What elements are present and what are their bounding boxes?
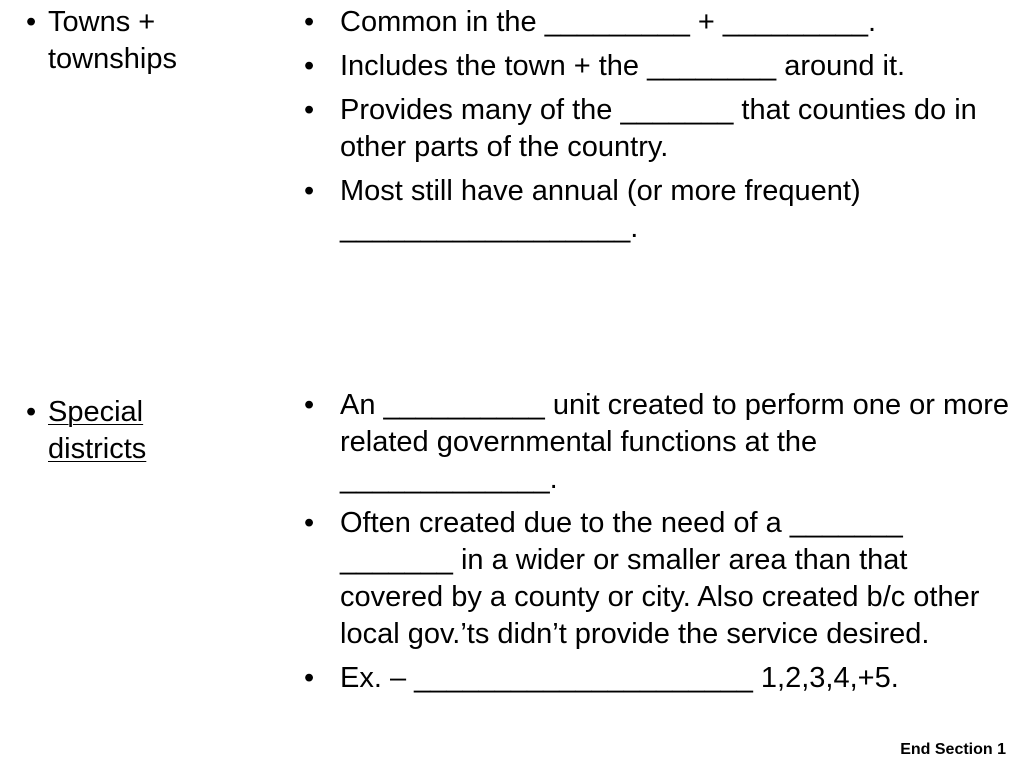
bullet-item: • Includes the town + the ________ around it. [300,48,1015,85]
term-special-districts [28,394,248,468]
bullet-item: • Often created due to the need of a _______ _______ in a wider or smaller area than that covered by a county or city. Also created b/c other local gov.’ts didn’t provide the service desired. [300,505,1015,653]
bullet-item: • An __________ unit created to perform one or more related governmental functions at the _____________. [300,387,1015,498]
bullet-item: • Provides many of the _______ that counties do in other parts of the country. [300,92,1015,166]
bullet-list-towns [300,4,1015,254]
term-label: Special districts [48,396,147,465]
term-label: Towns + townships [48,6,177,75]
bullet-list-special-districts [300,387,1015,704]
section-end-label: End Section 1 [900,741,1006,758]
bullet-item: • Most still have annual (or more frequent) __________________. [300,173,1015,247]
bullet-item: • Ex. – _____________________ 1,2,3,4,+5. [300,660,1015,697]
term-towns-townships [28,4,248,78]
bullet-item: • Common in the _________ + _________. [300,4,1015,41]
